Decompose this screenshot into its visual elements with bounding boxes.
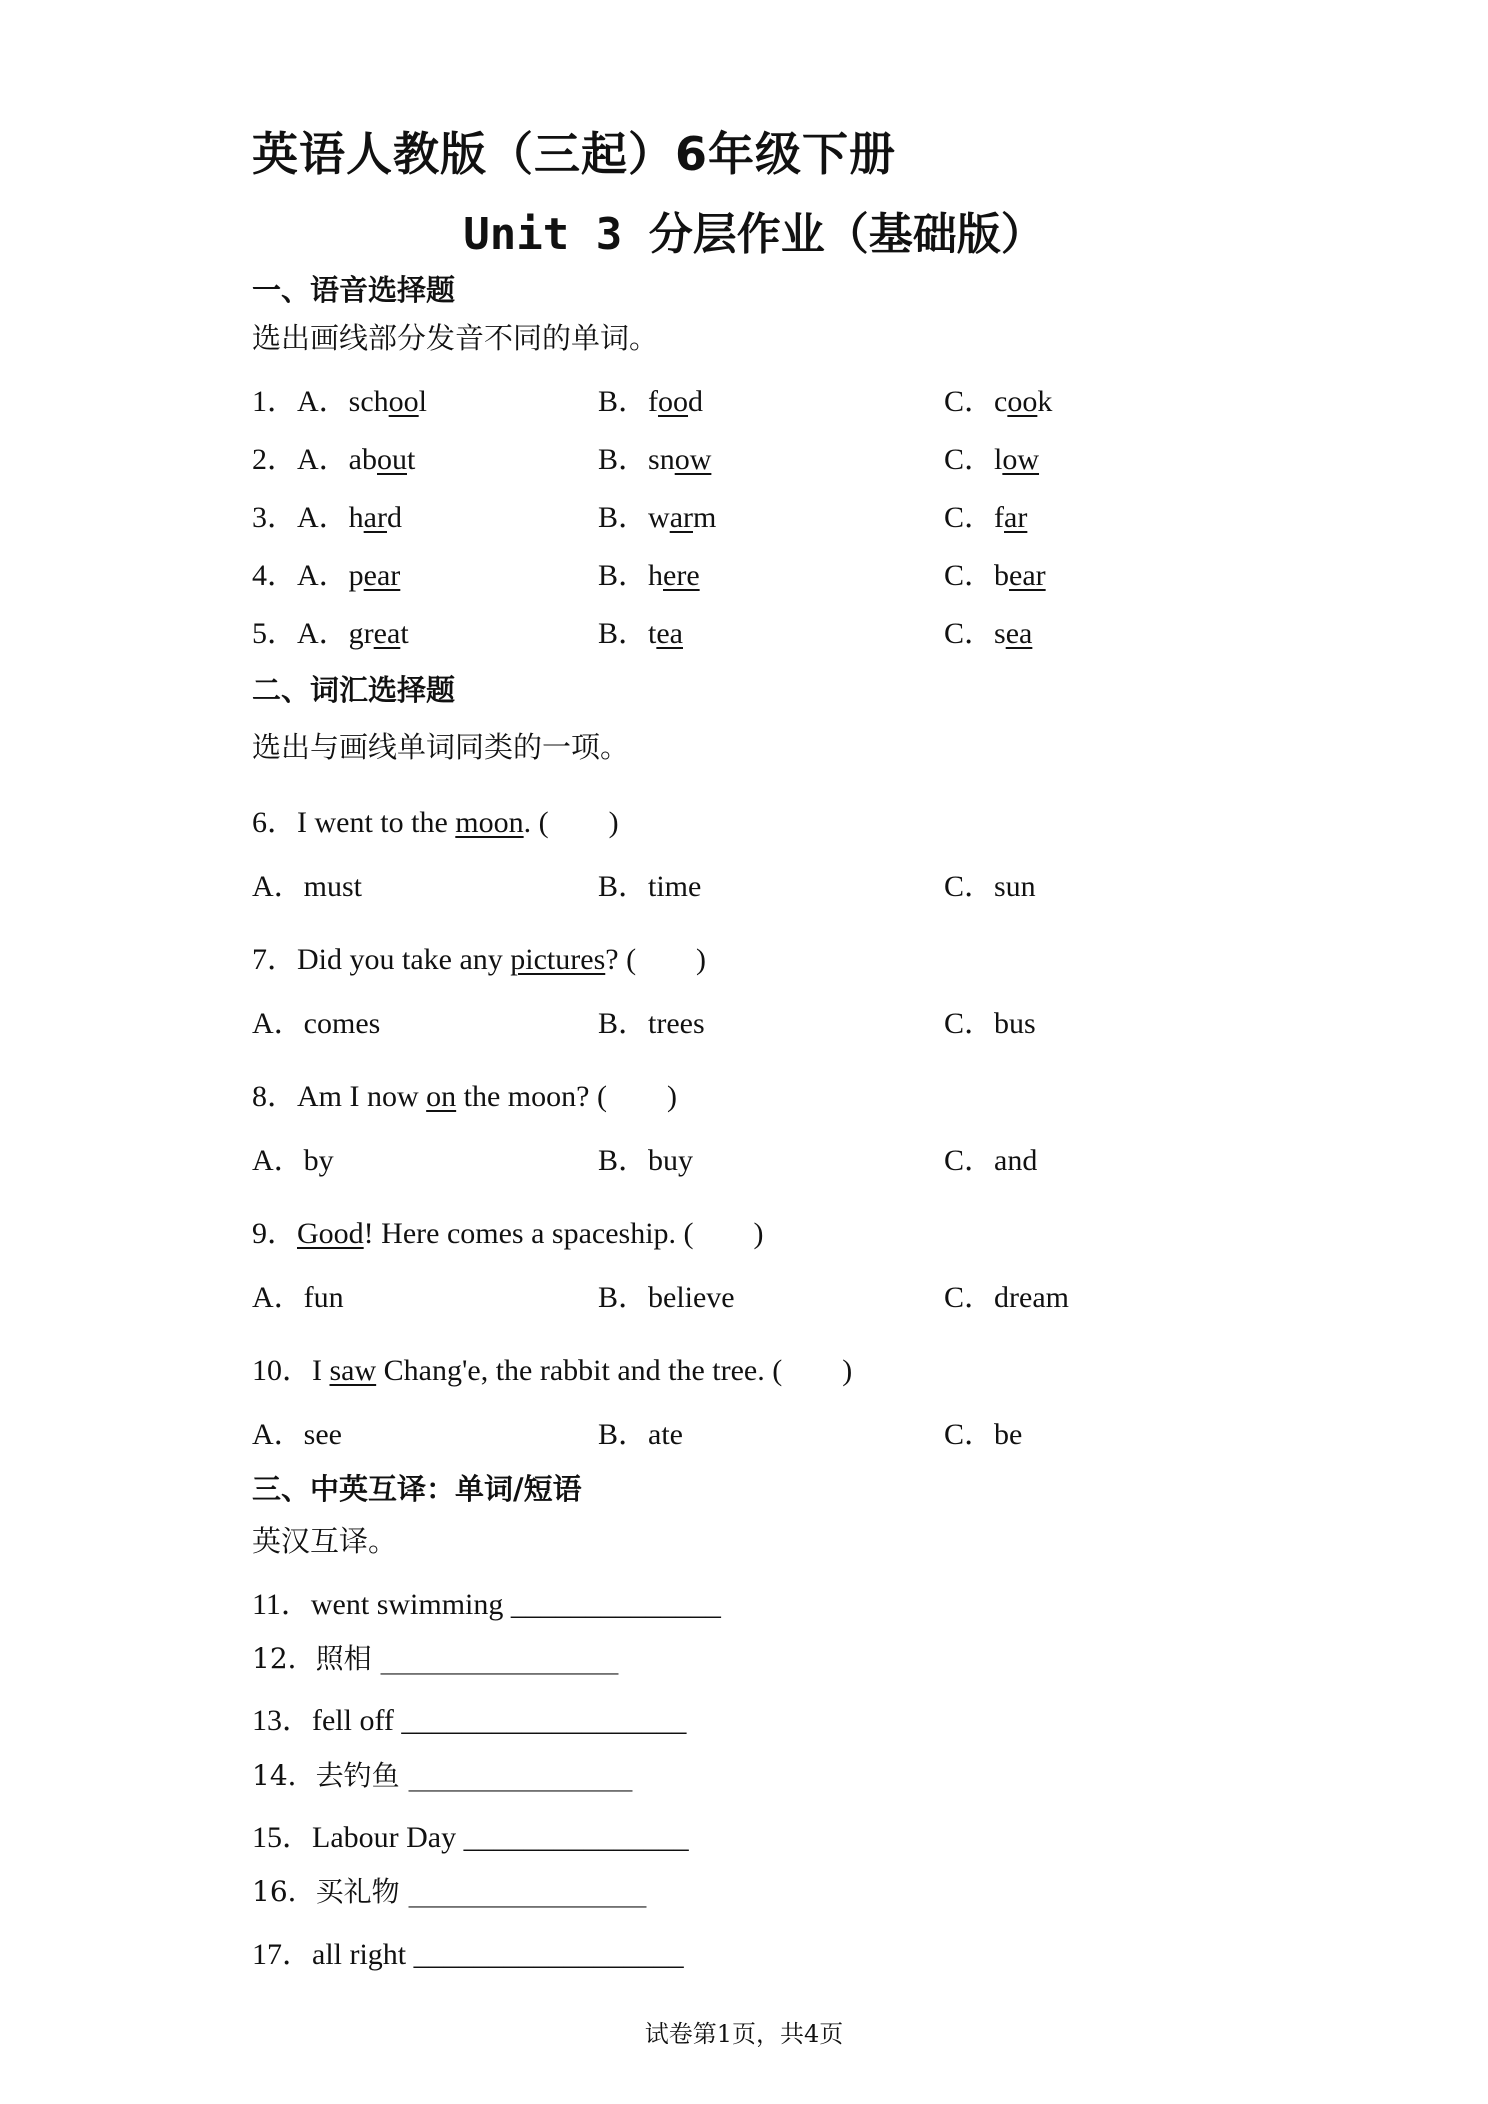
underlined-letters: oo	[1007, 385, 1038, 418]
question-number: 2．	[252, 443, 297, 476]
word-prefix: c	[994, 385, 1008, 418]
option-letter: A．	[297, 443, 349, 476]
option-c: C．be	[944, 1418, 1023, 1451]
option-letter: C．	[944, 443, 995, 476]
title-line-1: 英语人教版（三起）6年级下册	[252, 127, 897, 181]
translation-item: 17．all right __________________	[252, 1938, 684, 1971]
option-c: C．sun	[944, 870, 1036, 903]
option-b	[598, 550, 700, 594]
underlined-letters: ear	[1009, 559, 1046, 592]
translation-item: 15．Labour Day _______________	[252, 1821, 689, 1854]
word-prefix: sn	[648, 443, 675, 476]
question-text: the moon? ( )	[456, 1080, 677, 1113]
option-letter: B．	[598, 501, 649, 534]
option-letter: C．	[944, 617, 995, 650]
vocab-options-row	[0, 1272, 1488, 1312]
word-suffix: k	[1037, 385, 1053, 418]
underlined-word: moon	[455, 806, 524, 839]
option-b: B．believe	[598, 1281, 735, 1314]
question-text: 7．Did you take any	[252, 943, 511, 976]
option-a	[252, 608, 409, 652]
section1-heading: 一、语音选择题	[252, 273, 456, 307]
option-letter: C．	[944, 385, 995, 418]
vocab-options-row	[0, 1135, 1488, 1175]
vocab-question	[252, 934, 706, 978]
option-b	[598, 608, 683, 652]
word-prefix: s	[994, 617, 1006, 650]
section3-instruction: 英汉互译。	[252, 1524, 398, 1558]
option-c	[944, 376, 1052, 420]
translation-item: 11．went swimming ______________	[252, 1588, 721, 1621]
option-letter: A．	[297, 559, 349, 592]
word-prefix: h	[348, 501, 364, 534]
word-suffix: l	[418, 385, 428, 418]
question-text: 9．	[252, 1217, 297, 1250]
underlined-letters: ar	[363, 501, 387, 534]
option-c	[944, 608, 1032, 652]
word-prefix: p	[348, 559, 364, 592]
underlined-letters: ea	[656, 617, 683, 650]
option-letter: A．	[297, 385, 349, 418]
question-text: . ( )	[523, 806, 619, 839]
question-text: ! Here comes a spaceship. ( )	[363, 1217, 764, 1250]
option-a: A．must	[252, 870, 363, 903]
vocab-options-row	[0, 861, 1488, 901]
phonics-question-row	[0, 608, 1488, 648]
option-letter: A．	[297, 617, 349, 650]
word-prefix: ab	[348, 443, 377, 476]
option-a: A．comes	[252, 1007, 381, 1040]
translation-item: 16．买礼物 _________________	[252, 1875, 647, 1908]
question-text: 8．Am I now	[252, 1080, 427, 1113]
underlined-word: Good	[297, 1217, 364, 1250]
underlined-letters: oo	[658, 385, 689, 418]
underlined-letters: ar	[669, 501, 693, 534]
question-number: 3．	[252, 501, 297, 534]
option-a: A．see	[252, 1418, 342, 1451]
question-number: 5．	[252, 617, 297, 650]
underlined-letters: ou	[377, 443, 407, 476]
word-suffix: t	[407, 443, 416, 476]
word-suffix: m	[693, 501, 717, 534]
underlined-letters: ea	[373, 617, 401, 650]
option-c: C．bus	[944, 1007, 1036, 1040]
word-prefix: w	[648, 501, 670, 534]
translation-item: 13．fell off ___________________	[252, 1704, 687, 1737]
word-prefix: b	[994, 559, 1010, 592]
underlined-letters: ear	[363, 559, 401, 592]
option-b	[598, 376, 703, 420]
option-c	[944, 492, 1027, 536]
question-text: Chang'e, the rabbit and the tree. ( )	[376, 1354, 853, 1387]
question-number: 4．	[252, 559, 297, 592]
word-prefix: t	[648, 617, 657, 650]
section1-instruction: 选出画线部分发音不同的单词。	[252, 321, 659, 355]
word-prefix: sch	[348, 385, 389, 418]
vocab-question	[252, 797, 619, 841]
vocab-options-row	[0, 998, 1488, 1038]
option-c: C．dream	[944, 1281, 1069, 1314]
word-suffix: d	[688, 385, 704, 418]
option-b: B．trees	[598, 1007, 705, 1040]
vocab-question	[252, 1071, 677, 1115]
word-suffix: d	[386, 501, 402, 534]
word-suffix: t	[400, 617, 409, 650]
word-prefix: f	[648, 385, 659, 418]
word-prefix: l	[994, 443, 1003, 476]
option-letter: B．	[598, 617, 649, 650]
underlined-letters: ow	[674, 443, 712, 476]
word-prefix: gr	[348, 617, 374, 650]
underlined-letters: ow	[1002, 443, 1040, 476]
phonics-question-row	[0, 550, 1488, 590]
option-letter: B．	[598, 443, 649, 476]
vocab-options-row	[0, 1409, 1488, 1449]
word-prefix: h	[648, 559, 664, 592]
underlined-letters: ere	[663, 559, 700, 592]
section3-heading: 三、中英互译：单词/短语	[252, 1472, 582, 1506]
option-b	[598, 492, 716, 536]
underlined-word: on	[426, 1080, 457, 1113]
option-letter: A．	[297, 501, 349, 534]
option-letter: B．	[598, 385, 649, 418]
option-c: C．and	[944, 1144, 1038, 1177]
option-b	[598, 434, 711, 478]
underlined-letters: ea	[1005, 617, 1033, 650]
translation-item: 14．去钓鱼 ________________	[252, 1759, 633, 1792]
option-a	[252, 434, 415, 478]
option-letter: C．	[944, 559, 995, 592]
phonics-question-row	[0, 434, 1488, 474]
vocab-question	[252, 1345, 852, 1389]
option-c	[944, 434, 1039, 478]
option-a	[252, 492, 402, 536]
section2-heading: 二、词汇选择题	[252, 673, 456, 707]
question-number: 1．	[252, 385, 297, 418]
word-prefix: f	[994, 501, 1005, 534]
option-b: B．time	[598, 870, 702, 903]
option-a	[252, 376, 427, 420]
option-a: A．by	[252, 1144, 334, 1177]
question-text: ? ( )	[605, 943, 707, 976]
question-text: 6．I went to the	[252, 806, 456, 839]
option-letter: B．	[598, 559, 649, 592]
option-a	[252, 550, 400, 594]
page-footer: 试卷第1页，共4页	[644, 2020, 844, 2048]
underlined-letters: oo	[388, 385, 419, 418]
underlined-word: saw	[329, 1354, 377, 1387]
option-letter: C．	[944, 501, 995, 534]
translation-item: 12．照相 _________________	[252, 1642, 619, 1675]
question-text: 10．I	[252, 1354, 330, 1387]
option-b: B．ate	[598, 1418, 683, 1451]
option-c	[944, 550, 1046, 594]
phonics-question-row	[0, 376, 1488, 416]
option-b: B．buy	[598, 1144, 694, 1177]
underlined-word: pictures	[510, 943, 606, 976]
underlined-letters: ar	[1004, 501, 1028, 534]
title-line-2: Unit 3 分层作业（基础版）	[463, 209, 1045, 260]
vocab-question	[252, 1208, 764, 1252]
option-a: A．fun	[252, 1281, 344, 1314]
section2-instruction: 选出与画线单词同类的一项。	[252, 730, 630, 764]
phonics-question-row	[0, 492, 1488, 532]
